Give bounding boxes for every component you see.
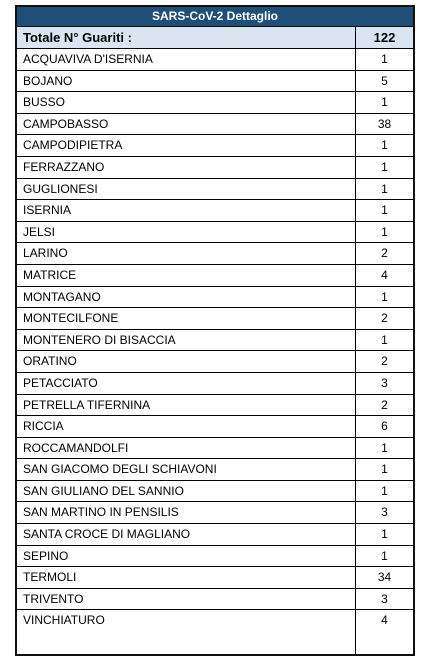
table-row [17, 222, 413, 244]
recovered-count: 34 [355, 567, 413, 588]
municipality-name: GUGLIONESI [23, 181, 98, 196]
empty-cell [17, 632, 355, 654]
municipality-name: BOJANO [23, 73, 73, 88]
table-row [17, 481, 413, 503]
municipality-name: SANTA CROCE DI MAGLIANO [23, 527, 191, 542]
municipality-name: VINCHIATURO [23, 613, 105, 628]
recovered-count: 2 [355, 243, 413, 264]
empty-row [17, 632, 413, 654]
municipality-name: JELSI [23, 224, 56, 239]
table-row [17, 589, 413, 611]
table-row [17, 135, 413, 157]
municipality-name: ISERNIA [23, 203, 72, 218]
table-row [17, 610, 413, 632]
municipality-name: MATRICE [23, 267, 77, 282]
recovered-count: 2 [355, 395, 413, 416]
municipality-name: TERMOLI [23, 570, 77, 585]
recovered-count: 1 [355, 200, 413, 221]
recovered-count: 1 [355, 481, 413, 502]
table-row [17, 330, 413, 352]
municipality-name: BUSSO [23, 95, 66, 110]
recovered-count: 1 [355, 459, 413, 480]
municipality-name: MONTENERO DI BISACCIA [23, 332, 176, 347]
recovered-count: 38 [355, 114, 413, 135]
table-row [17, 71, 413, 93]
table-row [17, 395, 413, 417]
table-row [17, 157, 413, 179]
recovered-count: 1 [355, 524, 413, 545]
recovered-count: 3 [355, 589, 413, 610]
total-recovered-value: 122 [355, 27, 413, 48]
municipality-name: FERRAZZANO [23, 159, 105, 174]
table-row [17, 438, 413, 460]
recovered-count: 2 [355, 351, 413, 372]
recovered-count: 1 [355, 222, 413, 243]
municipality-name: ROCCAMANDOLFI [23, 440, 129, 455]
table-row [17, 179, 413, 201]
table-row [17, 308, 413, 330]
municipality-name: ACQUAVIVA D'ISERNIA [23, 52, 153, 66]
table-row [17, 546, 413, 568]
table-row [17, 92, 413, 114]
recovered-count: 1 [355, 438, 413, 459]
municipality-name: SAN MARTINO IN PENSILIS [23, 505, 179, 520]
table-row [17, 351, 413, 373]
municipality-name: CAMPODIPIETRA [23, 138, 123, 153]
recovered-count: 1 [355, 330, 413, 351]
recovered-count: 1 [355, 546, 413, 567]
municipality-name: TRIVENTO [23, 591, 84, 606]
table-row [17, 373, 413, 395]
recovered-count: 1 [355, 92, 413, 113]
empty-cell [355, 632, 413, 654]
recovered-count: 3 [355, 373, 413, 394]
recovered-count: 4 [355, 265, 413, 286]
recovered-count: 1 [355, 179, 413, 200]
municipality-name: SAN GIULIANO DEL SANNIO [23, 483, 184, 498]
total-recovered-label: Totale N° Guariti : [23, 30, 132, 45]
table-row [17, 524, 413, 546]
municipality-name: RICCIA [23, 419, 64, 434]
recovered-count: 5 [355, 71, 413, 92]
municipality-name: PETACCIATO [23, 375, 98, 390]
table-row [17, 459, 413, 481]
municipality-name: SEPINO [23, 548, 69, 563]
table-row [17, 243, 413, 265]
table-row [17, 502, 413, 524]
recovered-count: 1 [355, 135, 413, 156]
municipality-rows [17, 49, 413, 632]
municipality-name: MONTECILFONE [23, 311, 119, 326]
recovered-count: 3 [355, 502, 413, 523]
table-row [17, 200, 413, 222]
recovered-count: 6 [355, 416, 413, 437]
recovered-count: 4 [355, 610, 413, 632]
municipality-name: MONTAGANO [23, 289, 101, 304]
table-row [17, 114, 413, 136]
table-row [17, 287, 413, 309]
table-row [17, 265, 413, 287]
recovered-count: 1 [355, 287, 413, 308]
municipality-name: ORATINO [23, 354, 77, 369]
recovered-count: 1 [355, 49, 413, 70]
recovered-count: 1 [355, 157, 413, 178]
table-row [17, 416, 413, 438]
table-title: SARS-CoV-2 Dettaglio [17, 7, 413, 27]
municipality-name: CAMPOBASSO [23, 116, 109, 131]
total-recovered-row [17, 27, 413, 49]
table-row [17, 49, 413, 71]
municipality-name: LARINO [23, 246, 68, 261]
recovered-count: 2 [355, 308, 413, 329]
municipality-name: SAN GIACOMO DEGLI SCHIAVONI [23, 462, 217, 477]
municipality-name: PETRELLA TIFERNINA [23, 397, 151, 412]
recovered-table [15, 5, 415, 656]
table-row [17, 567, 413, 589]
